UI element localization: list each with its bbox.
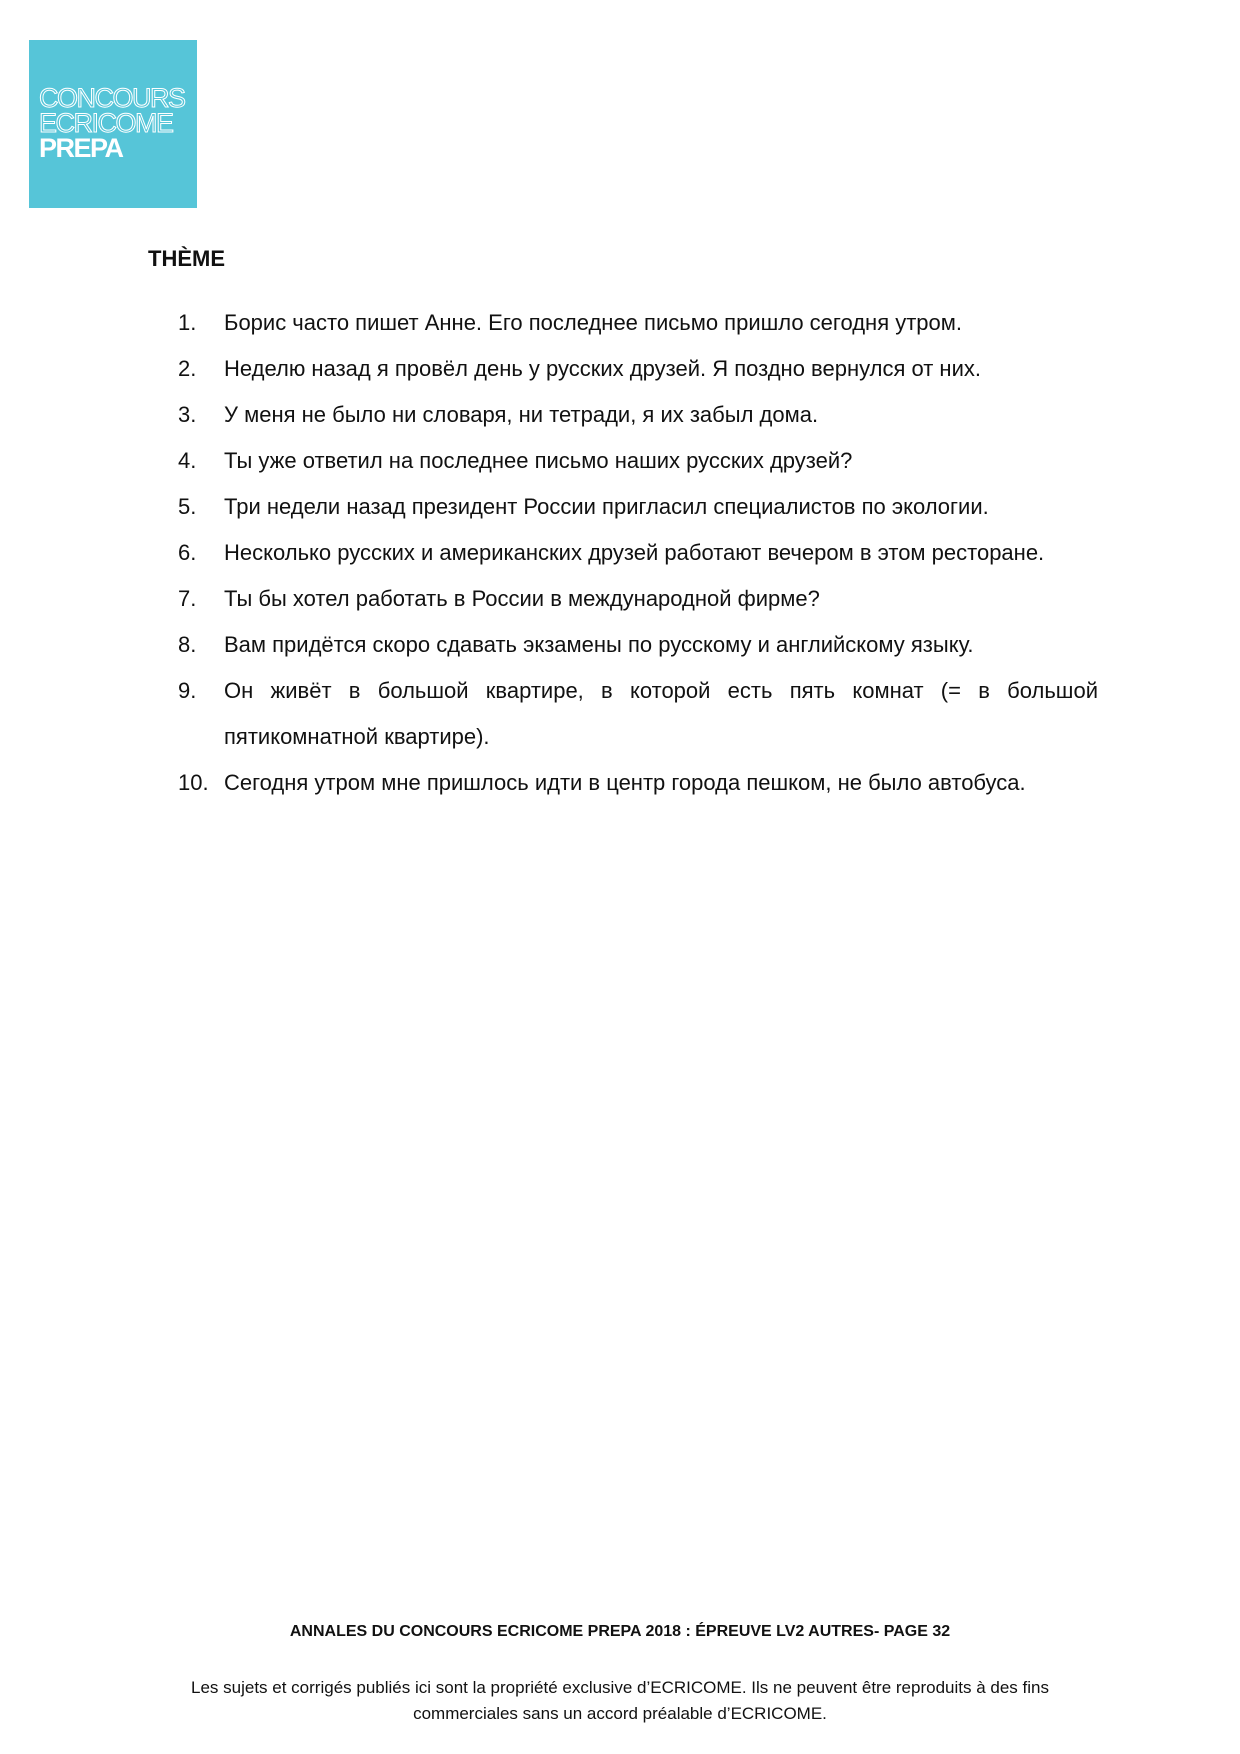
item-number: 3. bbox=[178, 402, 197, 427]
logo-line-prepa: PREPA bbox=[39, 133, 123, 163]
item-text: Ты бы хотел работать в России в международной фирме? bbox=[224, 586, 820, 611]
item-number: 5. bbox=[178, 494, 197, 519]
list-item bbox=[178, 484, 1098, 530]
item-text: Вам придётся скоро сдавать экзамены по русскому и английскому языку. bbox=[224, 632, 974, 657]
list-item bbox=[178, 668, 1098, 760]
item-text: Три недели назад президент России пригласил специалистов по экологии. bbox=[224, 494, 989, 519]
item-number: 9. bbox=[178, 678, 197, 703]
list-item bbox=[178, 346, 1098, 392]
item-text: Сегодня утром мне пришлось идти в центр города пешком, не было автобуса. bbox=[224, 770, 1026, 795]
item-text: У меня не было ни словаря, ни тетради, я их забыл дома. bbox=[224, 402, 819, 427]
list-item bbox=[178, 760, 1098, 806]
sentence-list bbox=[178, 300, 1098, 806]
item-number: 4. bbox=[178, 448, 197, 473]
item-number: 6. bbox=[178, 540, 197, 565]
footer-title: ANNALES DU CONCOURS ECRICOME PREPA 2018 : ÉPREUVE LV2 AUTRES- PAGE 32 bbox=[289, 1623, 951, 1640]
logo-line-concours: CONCOURS bbox=[39, 83, 185, 113]
item-text: Он живёт в большой квартире, в которой есть пять комнат (= в большой пятикомнатной квартире). bbox=[224, 678, 1098, 749]
list-item bbox=[178, 438, 1098, 484]
list-item bbox=[178, 622, 1098, 668]
list-item bbox=[178, 530, 1098, 576]
item-number: 8. bbox=[178, 632, 197, 657]
item-text: Ты уже ответил на последнее письмо наших русских друзей? bbox=[224, 448, 853, 473]
list-item bbox=[178, 576, 1098, 622]
item-number: 10. bbox=[178, 770, 209, 795]
footer-copyright-note: Les sujets et corrigés publiés ici sont la propriété exclusive d’ECRICOME. Ils ne peuvent être reproduits à des fins commerciales sans un accord préalable d’ECRICOME. bbox=[191, 1678, 1049, 1723]
section-heading: THÈME bbox=[148, 246, 225, 271]
item-number: 1. bbox=[178, 310, 197, 335]
item-number: 7. bbox=[178, 586, 197, 611]
list-item bbox=[178, 300, 1098, 346]
item-number: 2. bbox=[178, 356, 197, 381]
list-item bbox=[178, 392, 1098, 438]
logo-line-ecricome: ECRICOME bbox=[39, 108, 173, 138]
item-text: Неделю назад я провёл день у русских друзей. Я поздно вернулся от них. bbox=[224, 356, 981, 381]
item-text: Борис часто пишет Анне. Его последнее письмо пришло сегодня утром. bbox=[224, 310, 963, 335]
ecricome-logo bbox=[29, 40, 197, 208]
item-text: Несколько русских и американских друзей работают вечером в этом ресторане. bbox=[224, 540, 1045, 565]
